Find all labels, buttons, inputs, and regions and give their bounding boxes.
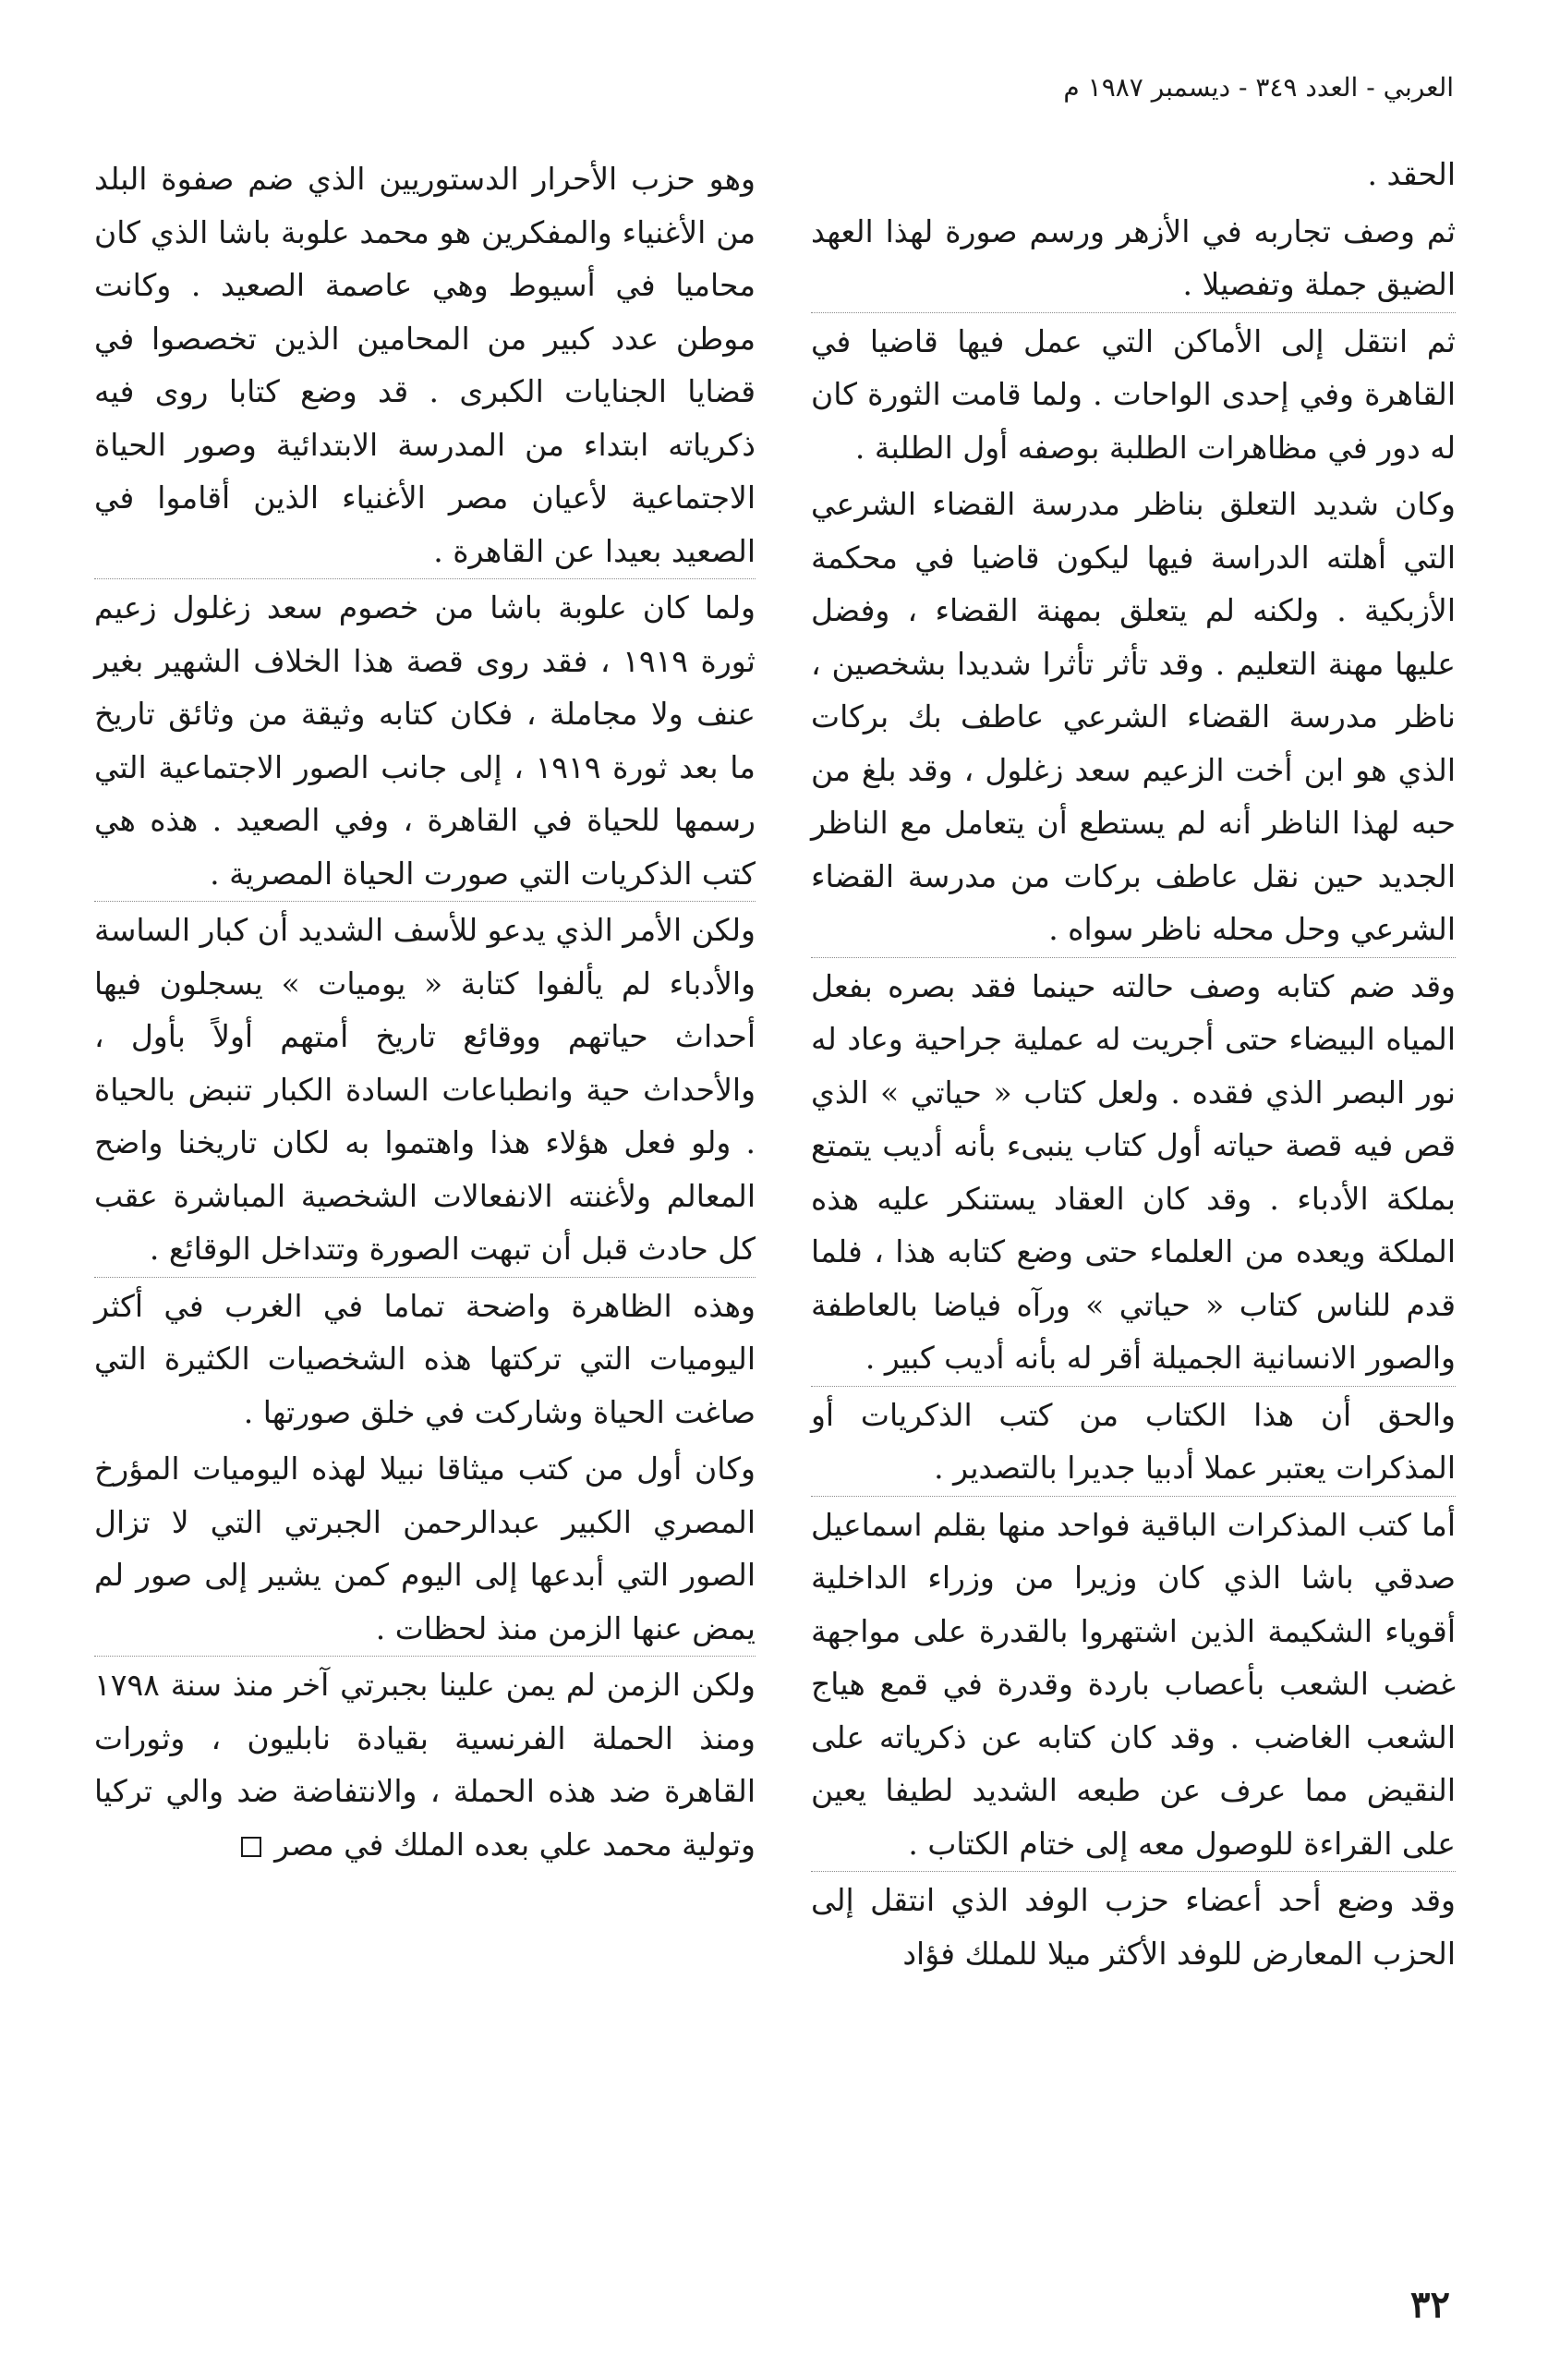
paragraph: وقد ضم كتابه وصف حالته حينما فقد بصره بفعل المياه البيضاء حتى أجريت له عملية جراحية وعاد له نور البصر الذي فقده . ولعل كتاب « حياتي » الذي قص فيه قصة حياته أول كتاب ينبىء بأنه أديب يتمتع بملكة الأدباء . وقد كان العقاد يستنكر عليه هذه الملكة ويعده من العلماء حتى وضع كتابه هذا ، فلما قدم للناس كتاب « حياتي » ورآه فياضا بالعاطفة والصور الانسانية الجميلة أقر له بأنه أديب كبير .	[811, 960, 1456, 1385]
right-column	[811, 148, 1456, 1980]
paragraph: أما كتب المذكرات الباقية فواحد منها بقلم اسماعيل صدقي باشا الذي كان وزيرا من وزراء الداخلية أقوياء الشكيمة الذين اشتهروا بالقدرة على مواجهة غضب الشعب بأعصاب باردة وقدرة في قمع هياج الشعب الغاضب . وقد كان كتابه عن ذكرياته على النقيض مما عرف عن طبعه الشديد لطيفا يعين على القراءة للوصول معه إلى ختام الكتاب .	[811, 1499, 1456, 1871]
paragraph: ولما كان علوبة باشا من خصوم سعد زغلول زعيم ثورة ١٩١٩ ، فقد روى قصة هذا الخلاف الشهير بغير عنف ولا مجاملة ، فكان كتابه وثيقة من وثائق تاريخ ما بعد ثورة ١٩١٩ ، إلى جانب الصور الاجتماعية التي رسمها للحياة في القاهرة ، وفي الصعيد . هذه هي كتب الذكريات التي صورت الحياة المصرية .	[94, 581, 756, 900]
paragraph: وكان شديد التعلق بناظر مدرسة القضاء الشرعي التي أهلته الدراسة فيها ليكون قاضيا في محكمة الأزبكية . ولكنه لم يتعلق بمهنة القضاء ، وفضل عليها مهنة التعليم . وقد تأثر تأثرا شديدا بشخصين ، ناظر مدرسة القضاء الشرعي عاطف بك بركات الذي هو ابن أخت الزعيم سعد زغلول ، وقد بلغ من حبه لهذا الناظر أنه لم يستطع أن يتعامل مع الناظر الجديد حين نقل عاطف بركات من مدرسة القضاء الشرعي وحل محله ناظر سواه .	[811, 486, 1456, 947]
paragraph: الحقد .	[1367, 156, 1456, 192]
page-number: ٣٢	[1410, 2283, 1450, 2326]
paragraph: وهذه الظاهرة واضحة تماما في الغرب في أكثر اليوميات التي تركتها هذه الشخصيات الكثيرة التي صاغت الحياة وشاركت في خلق صورتها .	[94, 1280, 756, 1439]
paragraph: ثم وصف تجاربه في الأزهر ورسم صورة لهذا العهد الضيق جملة وتفصيلا .	[811, 212, 1456, 302]
paragraph-text: ولكن الزمن لم يمن علينا بجبرتي آخر منذ سنة ١٧٩٨ ومنذ الحملة الفرنسية بقيادة نابليون ، وثورات القاهرة ضد هذه الحملة ، والانتفاضة ضد والي تركيا وتولية محمد علي بعده الملك في مصر	[94, 1667, 756, 1863]
paragraph: ولكن الأمر الذي يدعو للأسف الشديد أن كبار الساسة والأدباء لم يألفوا كتابة « يوميات » يسجلون فيها أحداث حياتهم ووقائع تاريخ أمتهم أولاً بأول ، والأحداث حية وانطباعات السادة الكبار تنبض بالحياة . ولو فعل هؤلاء هذا واهتموا به لكان تاريخنا واضح المعالم ولأغنته الانفعالات الشخصية المباشرة عقب كل حادث قبل أن تبهت الصورة وتتداخل الوقائع .	[94, 904, 756, 1276]
paragraph: وهو حزب الأحرار الدستوريين الذي ضم صفوة البلد من الأغنياء والمفكرين هو محمد علوبة باشا الذي كان محاميا في أسيوط وهي عاصمة الصعيد . وكانت موطن عدد كبير من المحامين الذين تخصصوا في قضايا الجنايات الكبرى . قد وضع كتابا روى فيه ذكرياته ابتداء من المدرسة الابتدائية وصور الحياة الاجتماعية لأعيان مصر الأغنياء الذين أقاموا في الصعيد بعيدا عن القاهرة .	[94, 161, 756, 569]
paragraph: ثم انتقل إلى الأماكن التي عمل فيها قاضيا في القاهرة وفي إحدى الواحات . ولما قامت الثورة كان له دور في مظاهرات الطلبة بوصفه أول الطلبة .	[811, 315, 1456, 475]
paragraph: وكان أول من كتب ميثاقا نبيلا لهذه اليوميات المؤرخ المصري الكبير عبدالرحمن الجبرتي التي لا تزال الصور التي أبدعها إلى اليوم كمن يشير إلى صور لم يمض عنها الزمن منذ لحظات .	[94, 1451, 756, 1646]
left-column	[94, 152, 756, 1871]
paragraph: وقد وضع أحد أعضاء حزب الوفد الذي انتقل إلى الحزب المعارض للوفد الأكثر ميلا للملك فؤاد	[811, 1874, 1456, 1980]
running-header: العربي - العدد ٣٤٩ - ديسمبر ١٩٨٧ م	[1063, 72, 1454, 103]
paragraph-last	[94, 1658, 756, 1871]
paragraph: والحق أن هذا الكتاب من كتب الذكريات أو المذكرات يعتبر عملا أدبيا جديرا بالتصدير .	[811, 1389, 1456, 1495]
end-of-article-mark	[241, 1837, 261, 1857]
